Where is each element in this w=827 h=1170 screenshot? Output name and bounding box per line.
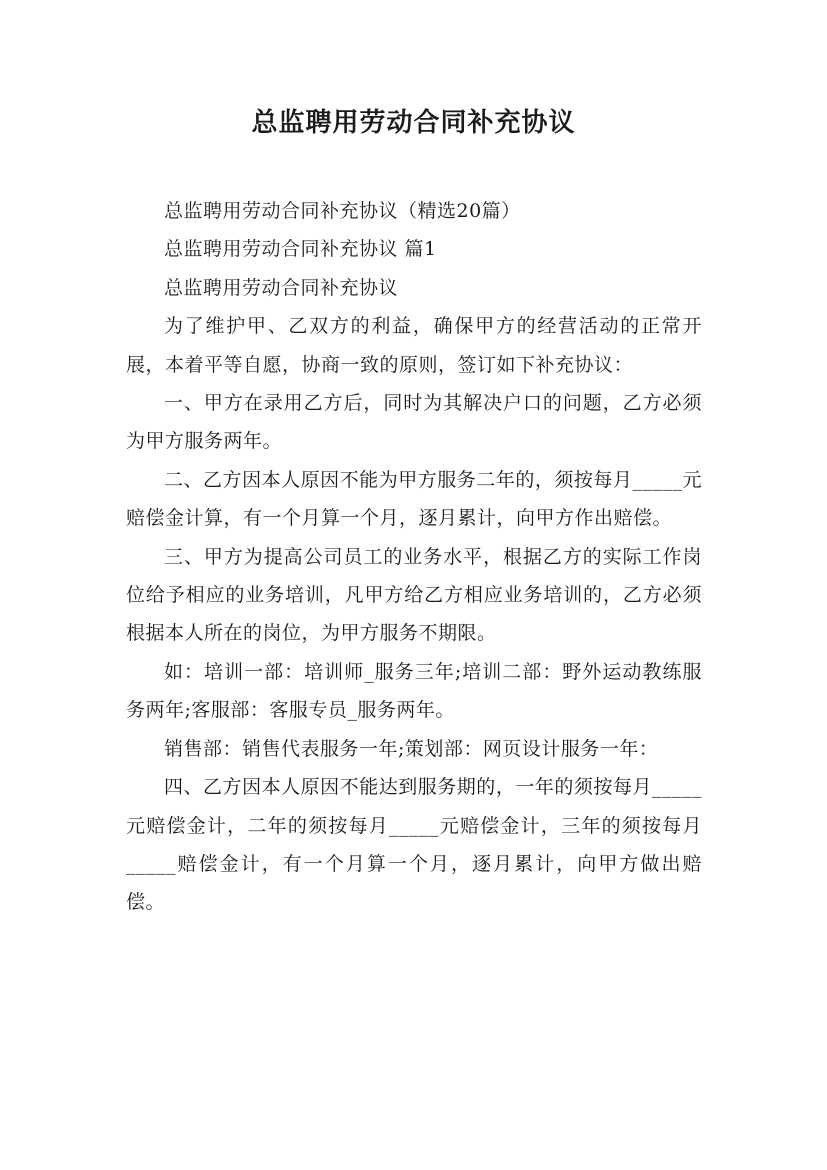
paragraph-example-1: 如：培训一部：培训师_服务三年;培训二部：野外运动教练服务两年;客服部：客服专员_服务两年。 <box>126 660 702 722</box>
document-title: 总监聘用劳动合同补充协议 <box>251 108 576 138</box>
paragraph-subtitle: 总监聘用劳动合同补充协议（精选20篇） <box>164 200 521 222</box>
paragraph-example-2: 销售部：销售代表服务一年;策划部：网页设计服务一年： <box>164 737 659 760</box>
document-body <box>126 192 702 922</box>
paragraph-clause-2: 二、乙方因本人原因不能为甲方服务二年的，须按每月_____元赔偿金计算，有一个月算一个月，逐月累计，向甲方作出赔偿。 <box>126 468 702 530</box>
paragraph-clause-3: 三、甲方为提高公司员工的业务水平，根据乙方的实际工作岗位给予相应的业务培训，凡甲方给乙方相应业务培训的，乙方必须根据本人所在的岗位，为甲方服务不期限。 <box>126 545 702 645</box>
paragraph-preamble: 为了维护甲、乙双方的利益，确保甲方的经营活动的正常开展，本着平等自愿，协商一致的原则，签订如下补充协议： <box>126 315 702 376</box>
paragraph-clause-4: 四、乙方因本人原因不能达到服务期的，一年的须按每月_____元赔偿金计，二年的须按每月_____元赔偿金计，三年的须按每月_____赔偿金计，有一个月算一个月，逐月累计，向甲方做出赔偿。 <box>126 776 702 914</box>
paragraph-section-heading: 总监聘用劳动合同补充协议 篇1 <box>164 238 437 261</box>
paragraph-clause-1: 一、甲方在录用乙方后，同时为其解决户口的问题，乙方必须为甲方服务两年。 <box>126 392 702 453</box>
paragraph-agreement-name: 总监聘用劳动合同补充协议 <box>164 276 399 299</box>
